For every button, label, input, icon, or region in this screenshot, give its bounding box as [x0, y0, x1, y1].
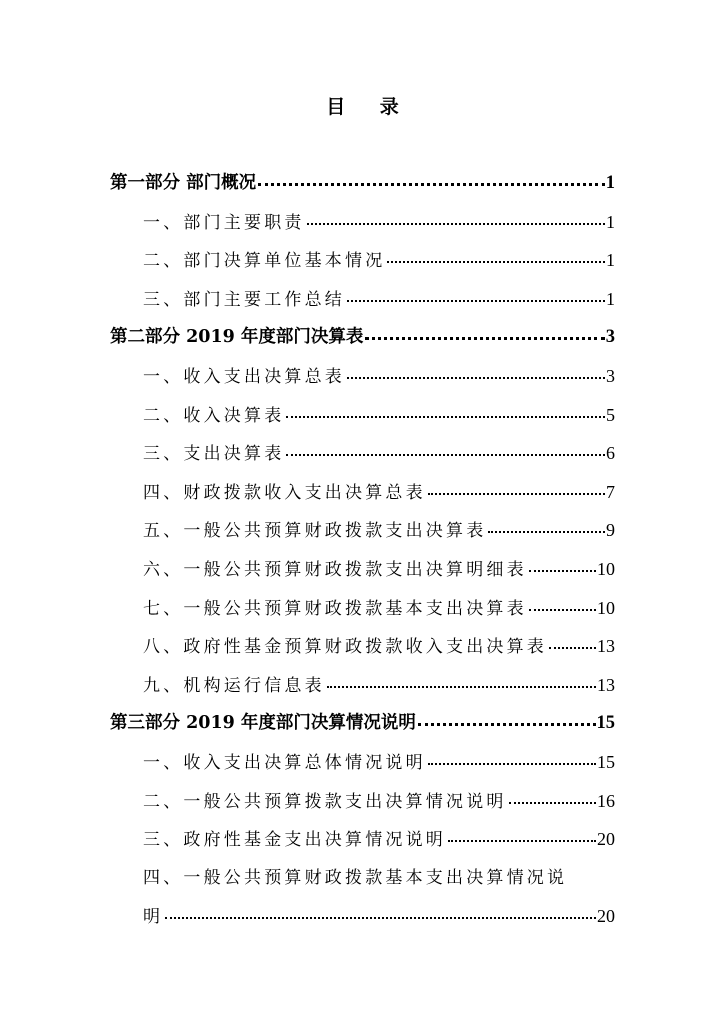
- toc-section-entry[interactable]: [143, 901, 615, 931]
- toc-dot-leader: [347, 300, 605, 302]
- toc-dot-leader: [529, 609, 596, 611]
- toc-dot-leader: [307, 223, 605, 225]
- toc-entry-label: 二、部门决算单位基本情况: [143, 251, 386, 272]
- toc-page-number: 16: [597, 790, 615, 811]
- toc-dot-leader: [428, 763, 596, 765]
- toc-page-number: 15: [597, 752, 615, 772]
- toc-entry-label: 二、一般公共预算拨款支出决算情况说明: [143, 791, 507, 812]
- toc-page-number: 6: [606, 443, 615, 464]
- toc-dot-leader: [286, 416, 605, 418]
- toc-entry-label: 第一部分 部门概况: [110, 173, 257, 193]
- toc-page-number: 1: [605, 173, 615, 193]
- toc-page-number: 5: [606, 404, 615, 425]
- toc-section-entry[interactable]: [143, 400, 615, 430]
- toc-part-entry[interactable]: [110, 708, 615, 738]
- toc-section-entry[interactable]: [143, 515, 615, 545]
- toc-section-entry[interactable]: [143, 670, 615, 700]
- toc-dot-leader: [488, 531, 605, 533]
- toc-entry-label: 三、部门主要工作总结: [143, 289, 345, 310]
- toc-page-number: 9: [606, 520, 615, 541]
- toc-page-number: 10: [597, 597, 615, 618]
- toc-dot-leader: [365, 337, 604, 340]
- toc-page-number: 13: [597, 674, 615, 695]
- toc-section-entry-wrapped-line[interactable]: 四、一般公共预算财政拨款基本支出决算情况说: [143, 867, 568, 888]
- toc-dot-leader: [327, 686, 596, 688]
- toc-page-number: 7: [606, 481, 615, 502]
- toc-entry-label: 六、一般公共预算财政拨款支出决算明细表: [143, 560, 527, 580]
- toc-section-entry[interactable]: [143, 477, 615, 507]
- toc-dot-leader: [418, 723, 596, 726]
- toc-entry-label: 一、收入支出决算总表: [143, 367, 345, 387]
- toc-entry-label: 第二部分 2019 年度部门决算表: [110, 327, 364, 348]
- toc-section-entry[interactable]: [143, 786, 615, 816]
- toc-entry-label: 七、一般公共预算财政拨款基本支出决算表: [143, 598, 527, 619]
- toc-section-entry[interactable]: [143, 245, 615, 275]
- toc-section-entry[interactable]: [143, 593, 615, 623]
- toc-page-number: 15: [596, 713, 615, 734]
- toc-page-number: 10: [597, 559, 615, 579]
- toc-page-number: 3: [605, 327, 615, 348]
- toc-section-entry[interactable]: [143, 554, 615, 584]
- toc-page-number: 3: [606, 366, 615, 386]
- toc-section-entry[interactable]: [143, 207, 615, 237]
- toc-section-entry[interactable]: [143, 438, 615, 468]
- toc-dot-leader: [347, 377, 605, 379]
- toc-entry-label: 二、收入决算表: [143, 405, 285, 426]
- toc-section-entry[interactable]: [143, 631, 615, 661]
- toc-entry-label: 九、机构运行信息表: [143, 675, 325, 696]
- toc-entry-label: 一、部门主要职责: [143, 212, 305, 233]
- toc-page-number: 1: [606, 211, 615, 232]
- toc-section-entry[interactable]: [143, 747, 615, 777]
- toc-section-entry[interactable]: [143, 824, 615, 854]
- toc-entry-label: 五、一般公共预算财政拨款支出决算表: [143, 521, 487, 542]
- toc-page-number: 1: [606, 288, 615, 309]
- toc-dot-leader: [258, 183, 605, 186]
- toc-page-number: 20: [597, 906, 615, 927]
- toc-dot-leader: [428, 493, 605, 495]
- toc-dot-leader: [509, 802, 596, 804]
- toc-dot-leader: [286, 454, 605, 456]
- toc-entry-label: 四、财政拨款收入支出决算总表: [143, 482, 426, 503]
- toc-page-number: 13: [597, 636, 615, 657]
- toc-part-entry[interactable]: [110, 168, 615, 198]
- toc-dot-leader: [529, 570, 596, 572]
- toc-entry-label: 明: [143, 907, 164, 928]
- toc-dot-leader: [549, 647, 596, 649]
- toc-entry-label: 三、政府性基金支出决算情况说明: [143, 830, 446, 851]
- toc-dot-leader: [448, 840, 596, 842]
- toc-entry-label: 三、支出决算表: [143, 444, 285, 465]
- toc-entry-label: 八、政府性基金预算财政拨款收入支出决算表: [143, 637, 547, 658]
- toc-entry-label: 第三部分 2019 年度部门决算情况说明: [110, 713, 416, 734]
- toc-part-entry[interactable]: [110, 322, 615, 352]
- toc-page-number: 1: [606, 250, 615, 271]
- toc-section-entry[interactable]: [143, 284, 615, 314]
- toc-dot-leader: [165, 917, 596, 919]
- toc-page-number: 20: [597, 829, 615, 850]
- toc-section-entry[interactable]: [143, 361, 615, 391]
- toc-entry-label: 一、收入支出决算总体情况说明: [143, 753, 426, 773]
- toc-title: 目 录: [326, 96, 413, 118]
- toc-dot-leader: [387, 261, 605, 263]
